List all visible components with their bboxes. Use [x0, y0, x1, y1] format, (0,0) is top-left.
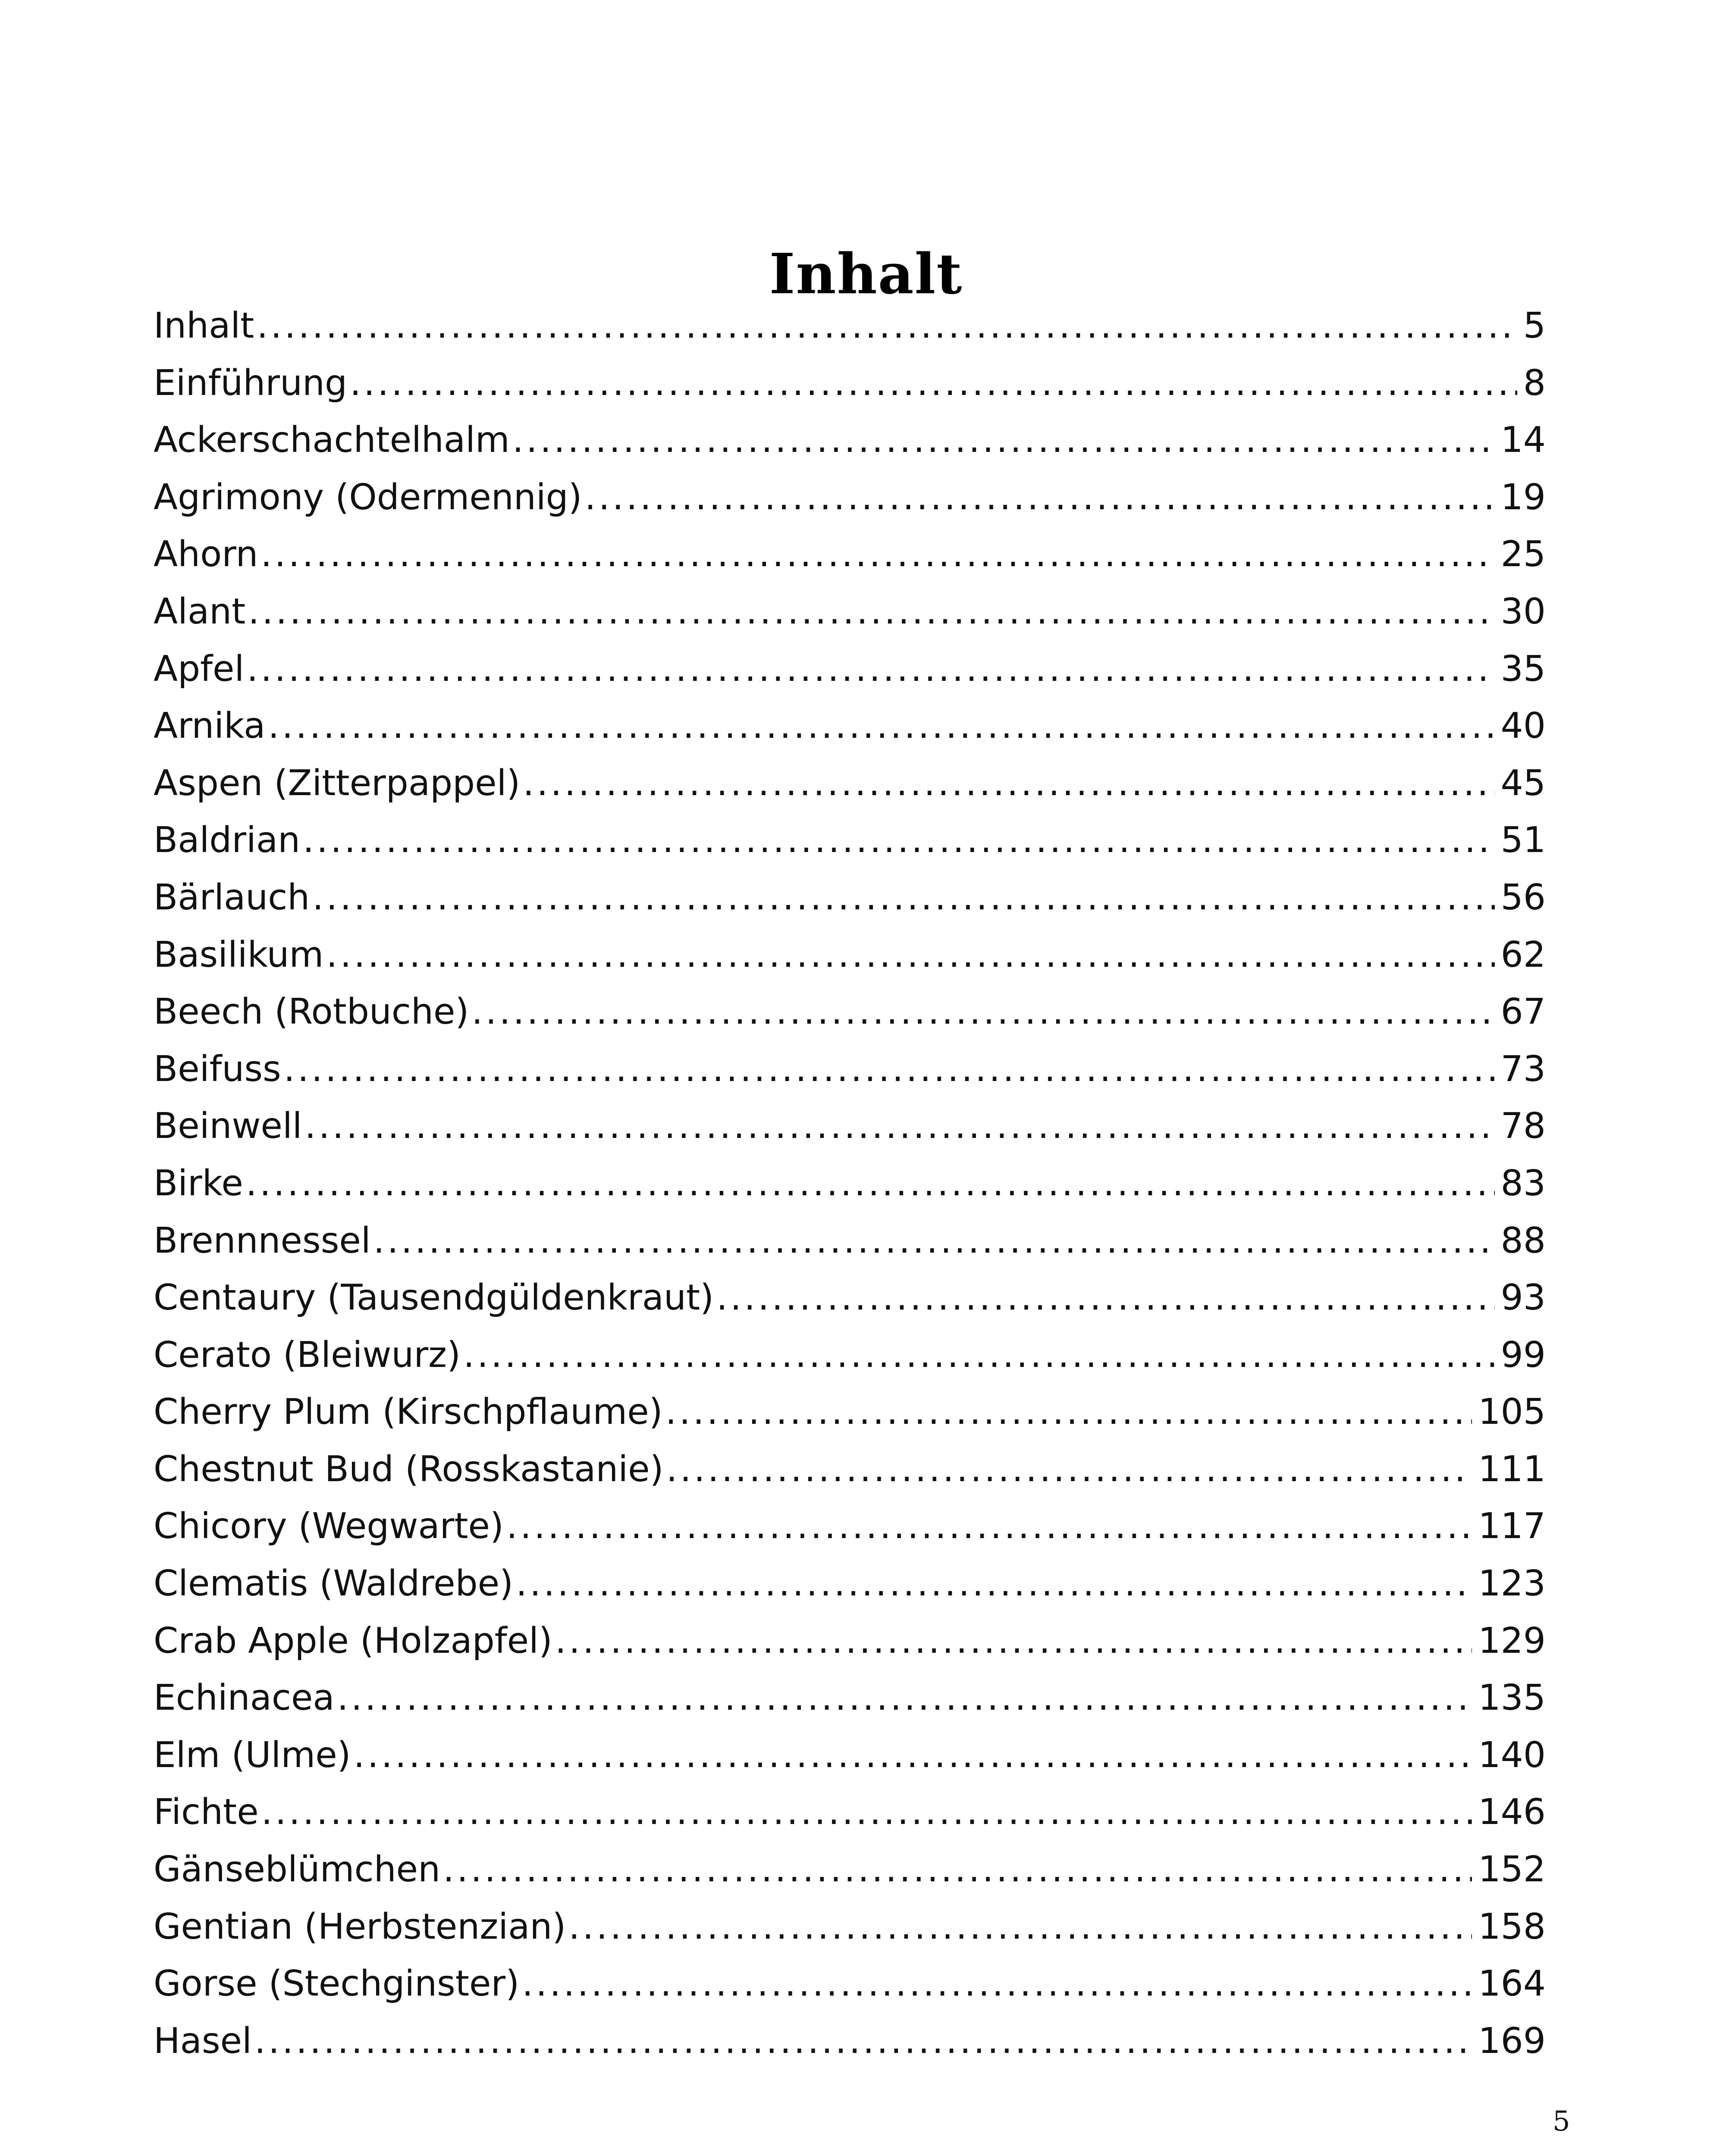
- toc-entry-page: 45: [1500, 762, 1546, 804]
- toc-entry-page: 30: [1500, 591, 1546, 632]
- toc-dot-leader: [555, 1613, 1472, 1670]
- toc-entry-label: Fichte: [154, 1792, 259, 1833]
- toc-entry-page: 88: [1500, 1220, 1546, 1261]
- toc-entry-label: Chicory (Wegwarte): [154, 1506, 504, 1547]
- toc-dot-leader: [666, 1441, 1472, 1498]
- toc-entry[interactable]: [154, 1555, 1546, 1613]
- toc-entry-label: Gentian (Herbstenzian): [154, 1906, 566, 1947]
- toc-entry[interactable]: [154, 1841, 1546, 1899]
- toc-entry-label: Cherry Plum (Kirschpflaume): [154, 1391, 663, 1433]
- toc-dot-leader: [568, 1899, 1472, 1956]
- toc-entry-label: Beech (Rotbuche): [154, 991, 469, 1033]
- toc-entry-label: Chestnut Bud (Rosskastanie): [154, 1448, 664, 1490]
- toc-entry-page: 146: [1478, 1792, 1546, 1833]
- toc-entry[interactable]: [154, 1784, 1546, 1841]
- toc-dot-leader: [257, 298, 1517, 355]
- toc-entry-page: 105: [1478, 1391, 1546, 1433]
- toc-entry[interactable]: [154, 984, 1546, 1041]
- toc-dot-leader: [585, 469, 1495, 526]
- toc-entry[interactable]: [154, 1155, 1546, 1213]
- toc-entry[interactable]: [154, 1213, 1546, 1270]
- toc-entry[interactable]: [154, 583, 1546, 641]
- toc-entry-label: Arnika: [154, 705, 266, 747]
- toc-entry-label: Centaury (Tausendgüldenkraut): [154, 1277, 714, 1319]
- toc-entry-label: Apfel: [154, 648, 245, 689]
- toc-entry-page: 67: [1500, 991, 1546, 1033]
- toc-entry-page: 19: [1500, 476, 1546, 518]
- toc-entry-page: 78: [1500, 1106, 1546, 1147]
- toc-dot-leader: [665, 1384, 1472, 1441]
- toc-entry-page: 56: [1500, 877, 1546, 918]
- toc-entry[interactable]: [154, 1441, 1546, 1498]
- toc-entry-label: Basilikum: [154, 934, 324, 975]
- toc-dot-leader: [523, 755, 1494, 812]
- toc-entry-page: 62: [1500, 934, 1546, 975]
- toc-dot-leader: [284, 1041, 1495, 1098]
- toc-entry-label: Baldrian: [154, 820, 301, 861]
- toc-entry-label: Beifuss: [154, 1048, 281, 1090]
- toc-dot-leader: [326, 927, 1494, 984]
- toc-entry-page: 140: [1478, 1734, 1546, 1776]
- toc-dot-leader: [246, 1155, 1495, 1213]
- toc-entry[interactable]: [154, 869, 1546, 927]
- toc-entry-label: Brennnessel: [154, 1220, 371, 1261]
- toc-dot-leader: [312, 869, 1494, 927]
- toc-entry-page: 35: [1500, 648, 1546, 689]
- toc-entry-label: Ahorn: [154, 534, 258, 575]
- toc-dot-leader: [471, 984, 1494, 1041]
- toc-entry[interactable]: [154, 469, 1546, 526]
- toc-entry[interactable]: [154, 1384, 1546, 1441]
- toc-entry-page: 135: [1478, 1677, 1546, 1719]
- toc-entry-page: 99: [1500, 1334, 1546, 1376]
- toc-entry-label: Clematis (Waldrebe): [154, 1563, 514, 1604]
- toc-entry[interactable]: [154, 1613, 1546, 1670]
- toc-entry[interactable]: [154, 1899, 1546, 1956]
- toc-entry-page: 158: [1478, 1906, 1546, 1947]
- toc-entry[interactable]: [154, 1955, 1546, 2013]
- toc-dot-leader: [268, 698, 1494, 755]
- toc-dot-leader: [305, 1098, 1495, 1155]
- toc-dot-leader: [506, 1498, 1472, 1555]
- toc-entry[interactable]: [154, 698, 1546, 755]
- toc-entry-label: Echinacea: [154, 1677, 335, 1719]
- toc-entry-label: Bärlauch: [154, 877, 310, 918]
- toc-entry-page: 164: [1478, 1963, 1546, 2005]
- toc-entry[interactable]: [154, 1041, 1546, 1098]
- toc-entry-page: 152: [1478, 1849, 1546, 1890]
- toc-entry-label: Gänseblümchen: [154, 1849, 441, 1890]
- toc-entry-label: Elm (Ulme): [154, 1734, 351, 1776]
- toc-entry-page: 83: [1500, 1163, 1546, 1204]
- toc-dot-leader: [248, 583, 1494, 641]
- toc-dot-leader: [716, 1269, 1495, 1327]
- toc-entry-page: 8: [1523, 362, 1546, 404]
- toc-entry[interactable]: [154, 927, 1546, 984]
- toc-entry-label: Crab Apple (Holzapfel): [154, 1620, 552, 1661]
- toc-dot-leader: [354, 1727, 1472, 1784]
- toc-entry-page: 93: [1500, 1277, 1546, 1319]
- page-number: 5: [1553, 2106, 1570, 2137]
- toc-entry-page: 111: [1478, 1448, 1546, 1490]
- toc-dot-leader: [261, 1784, 1472, 1841]
- toc-dot-leader: [512, 412, 1495, 469]
- toc-entry-label: Alant: [154, 591, 246, 632]
- toc-entry-label: Hasel: [154, 2020, 252, 2062]
- toc-dot-leader: [247, 641, 1494, 698]
- toc-dot-leader: [443, 1841, 1472, 1899]
- toc-entry-label: Cerato (Bleiwurz): [154, 1334, 461, 1376]
- toc-entry-page: 117: [1478, 1506, 1546, 1547]
- toc-dot-leader: [516, 1555, 1472, 1613]
- toc-entry-label: Gorse (Stechginster): [154, 1963, 520, 2005]
- toc-dot-leader: [522, 1955, 1472, 2013]
- toc-dot-leader: [337, 1670, 1472, 1727]
- toc-dot-leader: [260, 526, 1494, 583]
- toc-dot-leader: [303, 812, 1495, 869]
- toc-dot-leader: [373, 1213, 1495, 1270]
- toc-entry-page: 129: [1478, 1620, 1546, 1661]
- toc-entry[interactable]: [154, 1670, 1546, 1727]
- toc-entry-page: 14: [1500, 420, 1546, 461]
- toc-entry-label: Agrimony (Odermennig): [154, 476, 582, 518]
- toc-dot-leader: [463, 1327, 1495, 1384]
- toc-entry-page: 40: [1500, 705, 1546, 747]
- toc-entry-page: 51: [1500, 820, 1546, 861]
- toc-entry[interactable]: [154, 755, 1546, 812]
- toc-entry[interactable]: [154, 412, 1546, 469]
- toc-entry-page: 73: [1500, 1048, 1546, 1090]
- toc-entry[interactable]: [154, 298, 1546, 355]
- toc-entry[interactable]: [154, 1327, 1546, 1384]
- toc-entry[interactable]: [154, 1098, 1546, 1155]
- toc-entry[interactable]: [154, 2013, 1546, 2070]
- toc-entry-label: Beinwell: [154, 1106, 302, 1147]
- toc-entry[interactable]: [154, 355, 1546, 412]
- toc-entry-label: Einführung: [154, 362, 348, 404]
- toc-dot-leader: [254, 2013, 1472, 2070]
- toc-entry[interactable]: [154, 812, 1546, 869]
- toc-entry[interactable]: [154, 1727, 1546, 1784]
- toc-entry-label: Aspen (Zitterpappel): [154, 762, 521, 804]
- toc-entry[interactable]: [154, 1498, 1546, 1555]
- toc-entry-label: Ackerschachtelhalm: [154, 420, 510, 461]
- toc-entry-label: Birke: [154, 1163, 243, 1204]
- table-of-contents: [154, 298, 1546, 2070]
- toc-entry-page: 169: [1478, 2020, 1546, 2062]
- page-title: Inhalt: [769, 241, 963, 307]
- toc-entry-page: 25: [1500, 534, 1546, 575]
- toc-entry-page: 123: [1478, 1563, 1546, 1604]
- toc-entry-page: 5: [1523, 305, 1546, 346]
- toc-entry[interactable]: [154, 641, 1546, 698]
- toc-entry[interactable]: [154, 526, 1546, 583]
- toc-entry-label: Inhalt: [154, 305, 254, 346]
- toc-dot-leader: [350, 355, 1517, 412]
- toc-entry[interactable]: [154, 1269, 1546, 1327]
